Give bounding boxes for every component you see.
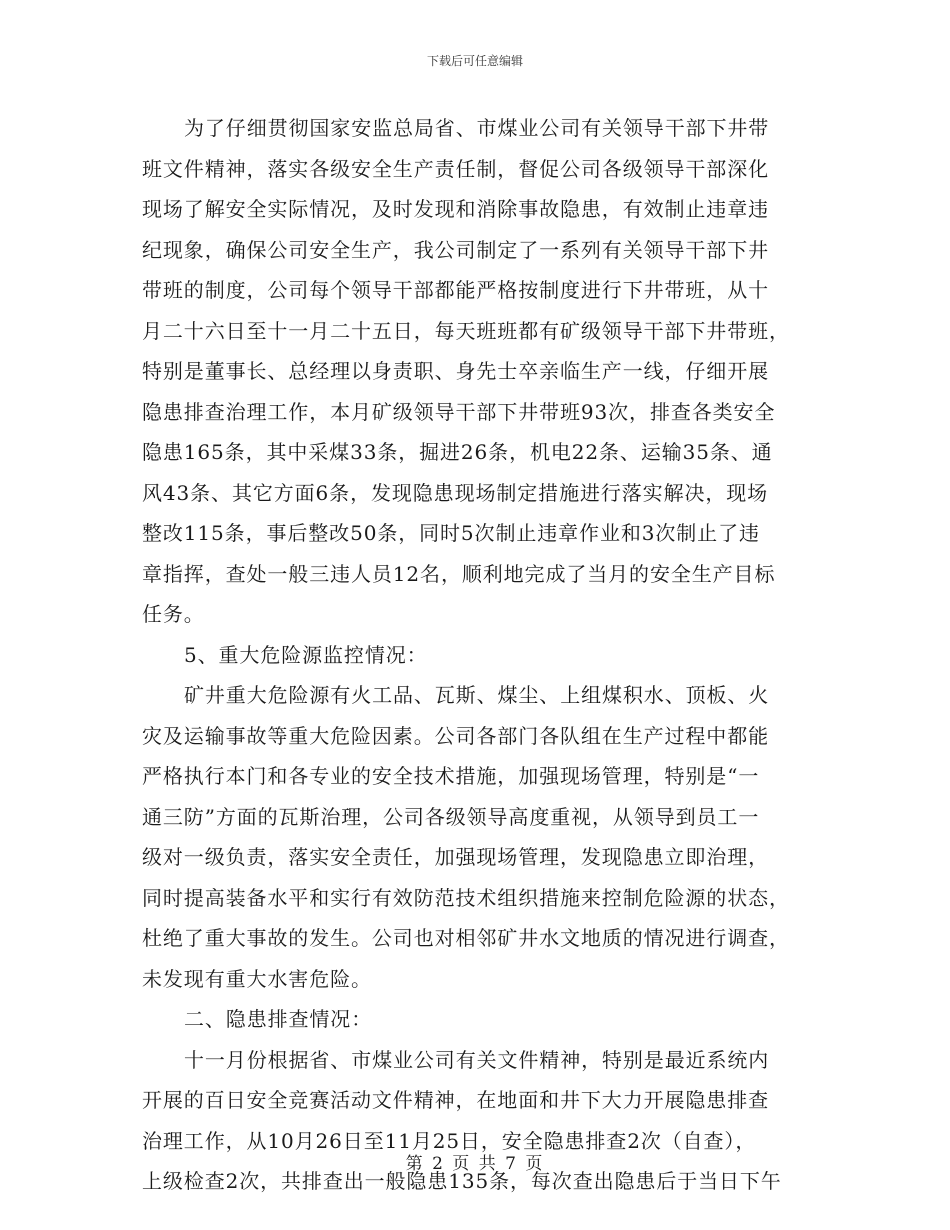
paragraph-line: 严格执行本门和各专业的安全技术措施，加强现场管理，特别是“一: [142, 764, 760, 788]
paragraph-line: 班文件精神，落实各级安全生产责任制，督促公司各级领导干部深化: [142, 156, 769, 181]
paragraph-line: 带班的制度，公司每个领导干部都能严格按制度进行下井带班，从十: [142, 278, 769, 302]
paragraph-line: 整改115条，事后整改50条，同时5次制止违章作业和3次制止了违: [142, 521, 760, 545]
paragraph-line: 杜绝了重大事故的发生。公司也对相邻矿井水文地质的情况进行调查，: [142, 926, 790, 950]
page-header: 下载后可任意编辑: [426, 54, 523, 68]
paragraph-line: 治理工作，从10月26日至11月25日，安全隐患排查2次（自查），: [142, 1128, 757, 1153]
section-heading: 二、隐患排查情况：: [184, 1007, 373, 1031]
document-body: [142, 108, 808, 1202]
paragraph-line: 任务。: [142, 602, 205, 626]
paragraph-line: 灾及运输事故等重大危险因素。公司各部门各队组在生产过程中都能: [142, 723, 769, 748]
paragraph-line: 纪现象，确保公司安全生产，我公司制定了一系列有关领导干部下井: [142, 237, 769, 262]
paragraph-line: 级对一级负责，落实安全责任，加强现场管理，发现隐患立即治理，: [142, 845, 769, 869]
paragraph-line: 隐患排查治理工作，本月矿级领导干部下井带班93次，排查各类安全: [142, 399, 776, 424]
page-number: 第 2 页 共 7 页: [405, 1154, 545, 1174]
paragraph-line: 未发现有重大水害危险。: [142, 966, 372, 991]
paragraph-line: 现场了解安全实际情况，及时发现和消除事故隐患，有效制止违章违: [142, 197, 769, 221]
paragraph-line: 风43条、其它方面6条，发现隐患现场制定措施进行落实解决，现场: [142, 480, 769, 505]
paragraph-line: 十一月份根据省、市煤业公司有关文件精神，特别是最近系统内: [184, 1047, 770, 1072]
paragraph-line: 矿井重大危险源有火工品、瓦斯、煤尘、上组煤积水、顶板、火: [184, 683, 770, 707]
paragraph-line: 开展的百日安全竞赛活动文件精神，在地面和井下大力开展隐患排查: [142, 1088, 769, 1112]
paragraph-line: 章指挥，查处一般三违人员12名，顺利地完成了当月的安全生产目标: [142, 561, 776, 586]
paragraph-line: 隐患165条，其中采煤33条，掘进26条，机电22条、运输35条、通: [142, 440, 773, 464]
paragraph-line: 通三防”方面的瓦斯治理，公司各级领导高度重视，从领导到员工一: [142, 804, 760, 829]
paragraph-line: 特别是董事长、总经理以身责职、身先士卒亲临生产一线，仔细开展: [142, 359, 769, 383]
section-heading: 5、重大危险源监控情况：: [184, 642, 428, 667]
paragraph-line: 月二十六日至十一月二十五日，每天班班都有矿级领导干部下井带班，: [142, 318, 790, 343]
paragraph-line: 同时提高装备水平和实行有效防范技术组织措施来控制危险源的状态，: [142, 885, 790, 910]
paragraph-line: 为了仔细贯彻国家安监总局省、市煤业公司有关领导干部下井带: [184, 116, 770, 140]
paragraph-line: 上级检查2次，共排查出一般隐患135条，每次查出隐患后于当日下午: [142, 1169, 782, 1193]
